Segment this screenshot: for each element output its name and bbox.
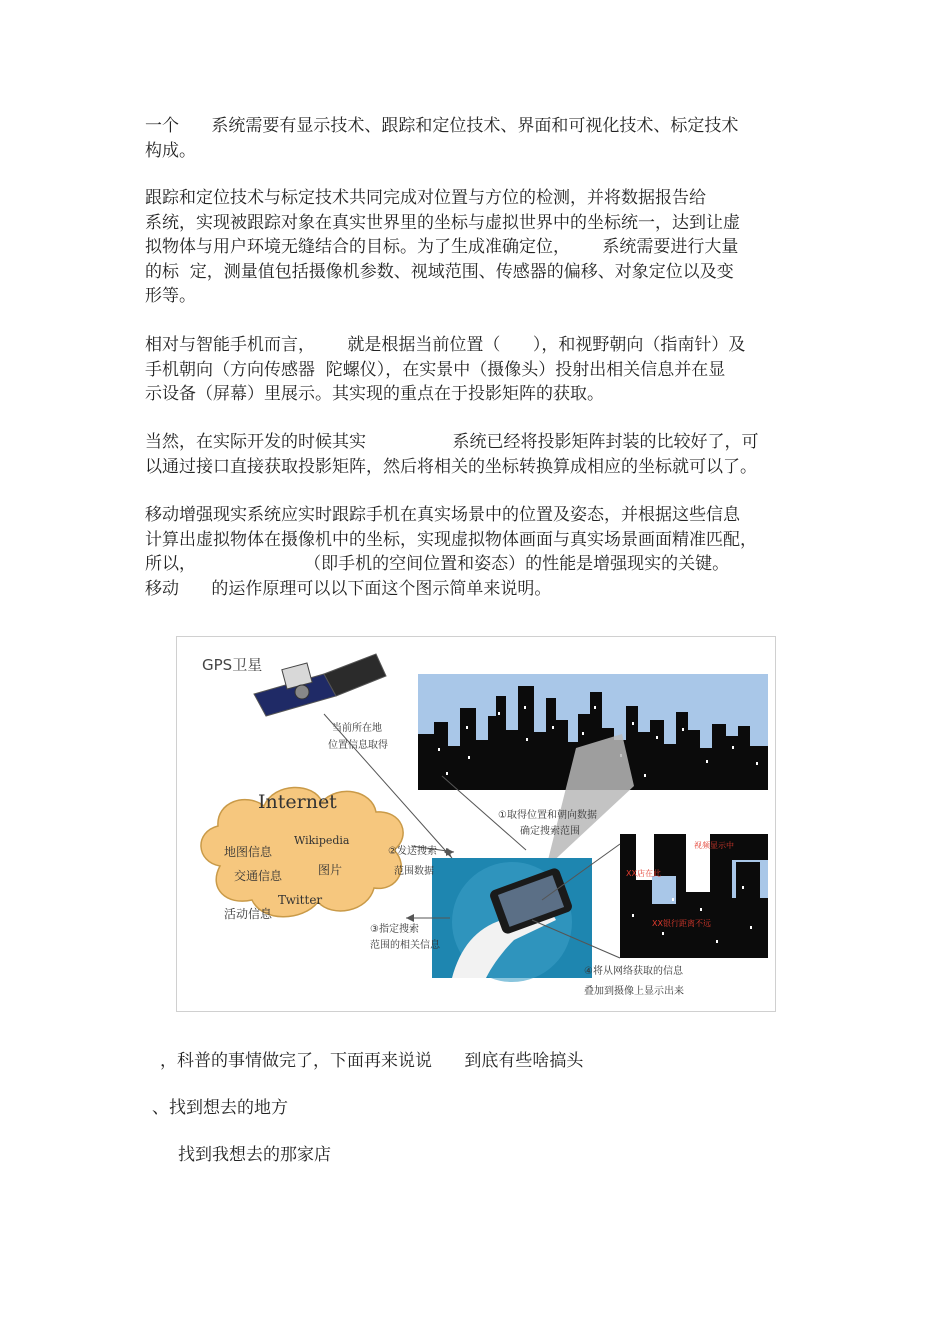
gps-note-1: 当前所在地 <box>332 723 382 734</box>
cloud-item-activity: 活动信息 <box>224 907 273 921</box>
closing-sentence: ，科普的事情做完了，下面再来说说 到底有些啥搞头 <box>160 1051 584 1071</box>
step-4-line-1: ④将从网络获取的信息 <box>584 966 683 977</box>
paragraph-line: 当然，在实际开发的时候其实 系统已经将投影矩阵封装的比较好了，可 <box>145 432 759 452</box>
gps-note-2: 位置信息取得 <box>328 740 388 751</box>
step-2-line-2: 范围数据 <box>394 866 434 877</box>
internet-label: Internet <box>258 791 337 813</box>
cloud-item-map: 地图信息 <box>224 845 273 859</box>
paragraph-2 <box>145 186 815 309</box>
overlay-bank-label: XX银行距离不远 <box>652 919 711 928</box>
paragraph-3 <box>145 333 815 407</box>
paragraph-line: 形等。 <box>145 286 196 306</box>
paragraph-line: 一个 系统需要有显示技术、跟踪和定位技术、界面和可视化技术、标定技术 <box>145 116 739 136</box>
step-2-line-1: ②发送搜索 <box>388 846 437 857</box>
overlay-shop-label: XX店在此 <box>626 869 661 878</box>
step-1-line-2: 确定搜索范围 <box>520 826 580 837</box>
paragraph-line: 手机朝向（方向传感器 陀螺仪），在实景中（摄像头）投射出相关信息并在显 <box>145 359 726 380</box>
paragraph-line: 计算出虚拟物体在摄像机中的坐标，实现虚拟物体画面与真实场景画面精准匹配， <box>145 529 757 550</box>
gps-label: GPS卫星 <box>202 656 263 674</box>
cloud-item-wikipedia: Wikipedia <box>294 834 350 847</box>
step-3-line-2: 范围的相关信息 <box>370 940 440 951</box>
step-4-line-2: 叠加到摄像上显示出来 <box>584 986 684 997</box>
subsection-heading: 找到我想去的那家店 <box>178 1145 331 1165</box>
paragraph-line: 相对与智能手机而言， 就是根据当前位置（ ），和视野朝向（指南针）及 <box>145 335 746 355</box>
paragraph-line: 的标 定，测量值包括摄像机参数、视域范围、传感器的偏移、对象定位以及变 <box>145 261 734 282</box>
step-1-line-1: ①取得位置和朝向数据 <box>498 810 597 821</box>
section-heading: 、找到想去的地方 <box>152 1098 288 1118</box>
paragraph-1 <box>145 114 815 163</box>
cloud-item-images: 图片 <box>318 863 343 877</box>
paragraph-line: 拟物体与用户环境无缝结合的目标。为了生成准确定位， 系统需要进行大量 <box>145 237 739 257</box>
paragraph-line: 系统，实现被跟踪对象在真实世界里的坐标与虚拟世界中的坐标统一，达到让虚 <box>145 212 740 233</box>
paragraph-line: 移动增强现实系统应实时跟踪手机在真实场景中的位置及姿态，并根据这些信息 <box>145 505 740 525</box>
paragraph-line: 跟踪和定位技术与标定技术共同完成对位置与方位的检测，并将数据报告给 <box>145 188 706 208</box>
paragraph-line: 移动 的运作原理可以以下面这个图示简单来说明。 <box>145 578 552 599</box>
paragraph-4 <box>145 430 815 479</box>
paragraph-line: 以通过接口直接获取投影矩阵，然后将相关的坐标转换算成相应的坐标就可以了。 <box>145 456 757 477</box>
cloud-item-traffic: 交通信息 <box>234 869 283 883</box>
paragraph-line: 构成。 <box>145 140 196 161</box>
step-3-line-1: ③指定搜索 <box>370 924 419 935</box>
paragraph-5 <box>145 503 815 601</box>
overlay-video-label: 视频显示中 <box>694 841 734 850</box>
cloud-item-twitter: Twitter <box>278 893 323 907</box>
paragraph-line: 所以， （即手机的空间位置和姿态）的性能是增强现实的关键。 <box>145 554 730 574</box>
paragraph-line: 示设备（屏幕）里展示。其实现的重点在于投影矩阵的获取。 <box>145 384 604 404</box>
ar-principle-diagram <box>176 636 776 1012</box>
